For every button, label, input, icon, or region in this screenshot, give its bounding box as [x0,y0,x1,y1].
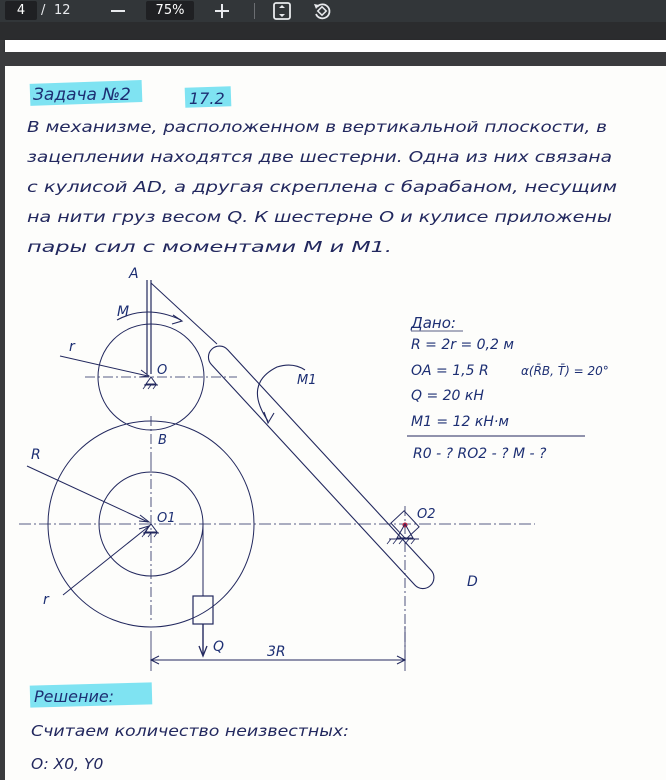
solution-line-2: O: X0, Y0 [31,755,104,773]
rotate-icon [311,1,333,21]
label-o: O [157,363,168,378]
page-canvas [5,66,666,780]
label-o1: O1 [157,511,176,526]
given-oa: OA = 1,5 R [411,363,489,379]
viewer-background [0,22,666,40]
given-q: Q = 20 кН [411,388,484,404]
problem-number: 17.2 [189,89,225,108]
given-radius: R = 2r = 0,2 м [411,337,514,353]
label-q: Q [213,639,225,655]
statement-line-5: пары сил с моментами M и M1. [27,238,392,256]
previous-page-edge[interactable] [5,40,666,52]
label-m: M [117,304,130,320]
label-r-drum: r [43,592,49,608]
fit-to-page-button[interactable] [271,1,293,21]
zoom-level-input[interactable]: 75% [146,1,194,20]
statement-line-3: с кулисой AD, а другая скреплена с барабаном, несущим [27,178,618,196]
given-title: Дано: [411,314,456,332]
page-separator: / [41,3,46,18]
label-o2: O2 [417,507,436,522]
statement-line-1: В механизме, расположенном в вертикальной плоскости, в [27,118,607,136]
statement-line-4: на нити груз весом Q. К шестерне О и кулисе приложены [27,208,612,226]
toolbar-divider [254,3,255,19]
given-block [407,314,609,462]
page-total: 12 [54,3,71,18]
given-m1: M1 = 12 кН·м [411,414,509,430]
solution-line-1: Считаем количество неизвестных: [31,722,349,740]
fit-to-page-icon [271,1,293,21]
label-3r: 3R [267,644,286,660]
plus-icon [212,0,232,22]
label-m1: M1 [297,373,317,388]
statement-line-2: зацеплении находятся две шестерни. Одна из них связана [27,148,612,166]
mechanism-figure [19,205,535,671]
given-angle: α(R̄B, T̄) = 20° [521,364,609,378]
minus-icon [108,0,128,22]
page-gap [0,52,666,66]
document-page[interactable] [5,66,666,780]
label-r-large: R [31,447,41,463]
page-number-input[interactable]: 4 [5,1,37,20]
solution-heading: Решение: [34,687,115,706]
zoom-in-button[interactable] [212,0,232,22]
label-b: B [158,433,167,448]
label-a: A [129,266,139,282]
find-line: R0 - ? RO2 - ? M - ? [413,446,547,462]
zoom-out-button[interactable] [108,0,128,22]
pdf-toolbar [0,0,666,22]
task-heading: Задача №2 [33,85,131,105]
label-r-small: r [69,339,75,355]
rotate-button[interactable] [311,1,333,21]
label-d: D [467,574,478,590]
